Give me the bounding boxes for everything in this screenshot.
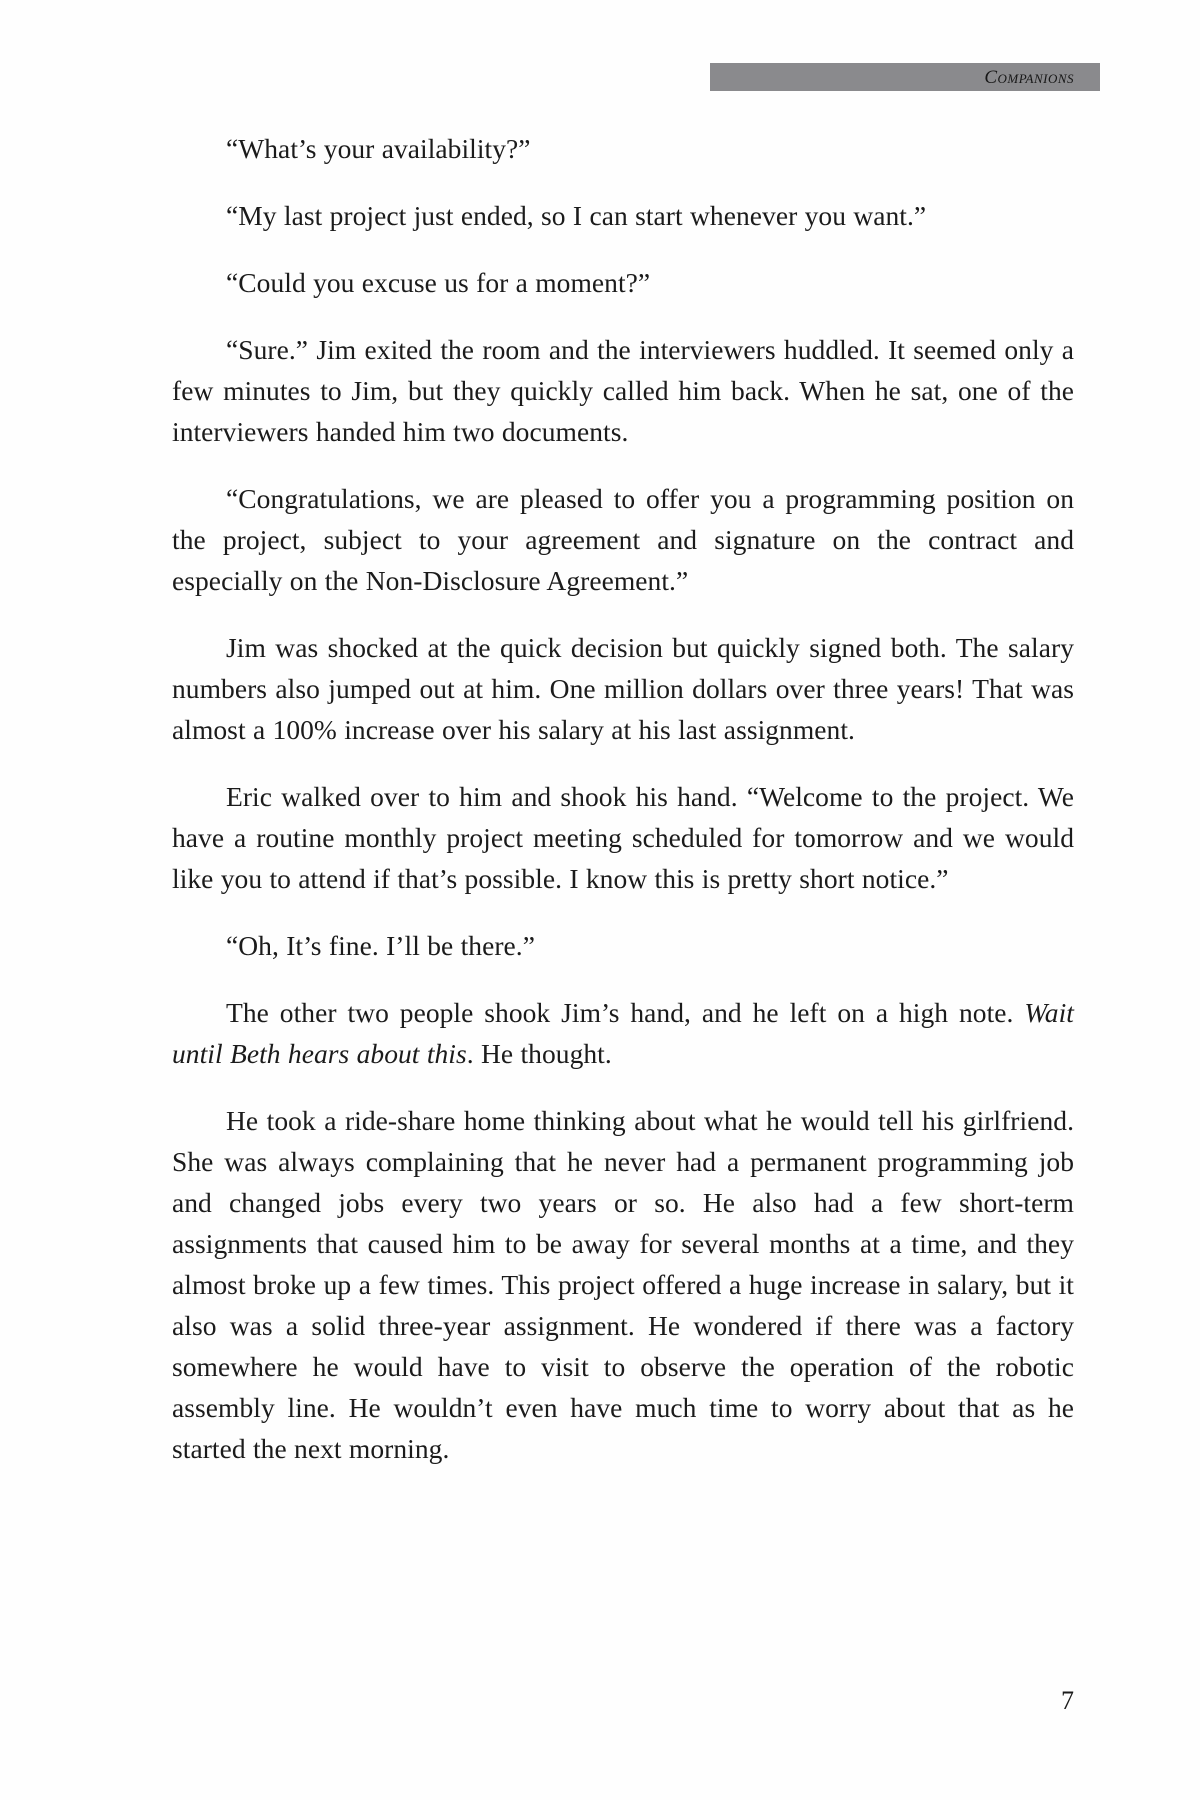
paragraph-tail-text: . He thought. (466, 1038, 612, 1069)
running-header-band (710, 63, 1100, 91)
italic-thought-phrase: Wait until Beth hears about this (172, 997, 1074, 1069)
paragraph-dialogue-excuse-us: “Could you excuse us for a moment?” (226, 267, 651, 298)
paragraph-eric-welcome: Eric walked over to him and shook his hand. “Welcome to the project. We have a routine monthly project meeting scheduled for tomorrow and we would like you to attend if that’s possible. I know this is pretty short notice.” (172, 781, 1074, 894)
body-text-column (172, 128, 1074, 1469)
paragraph-dialogue-availability: “What’s your availability?” (226, 133, 531, 164)
running-header-title: Companions (984, 66, 1074, 88)
paragraph-sure-jim-exited: “Sure.” Jim exited the room and the interviewers huddled. It seemed only a few minutes to Jim, but they quickly called him back. When he sat, one of the interviewers handed him two documents. (172, 334, 1074, 447)
page-number: 7 (1061, 1686, 1074, 1715)
paragraph-other-two-people (172, 992, 1074, 1074)
paragraph-lead-text: The other two people shook Jim’s hand, and he left on a high note. (226, 997, 1025, 1028)
paragraph-dialogue-last-project: “My last project just ended, so I can start whenever you want.” (226, 200, 927, 231)
paragraph-dialogue-oh-its-fine: “Oh, It’s fine. I’ll be there.” (226, 930, 535, 961)
paragraph-congratulations-offer: “Congratulations, we are pleased to offer you a programming position on the project, subject to your agreement and signature on the contract and especially on the Non-Disclosure Agreement.” (172, 483, 1074, 596)
paragraph-jim-shocked-salary: Jim was shocked at the quick decision but quickly signed both. The salary numbers also jumped out at him. One million dollars over three years! That was almost a 100% increase over his salary at his last assignment. (172, 632, 1074, 745)
paragraph-ride-share-home: He took a ride-share home thinking about what he would tell his girlfriend. She was always complaining that he never had a permanent programming job and changed jobs every two years or so. He also had a few short-term assignments that caused him to be away for several months at a time, and they almost broke up a few times. This project offered a huge increase in salary, but it also was a solid three-year assignment. He wondered if there was a factory somewhere he would have to visit to observe the operation of the robotic assembly line. He wouldn’t even have much time to worry about that as he started the next morning. (172, 1105, 1074, 1464)
